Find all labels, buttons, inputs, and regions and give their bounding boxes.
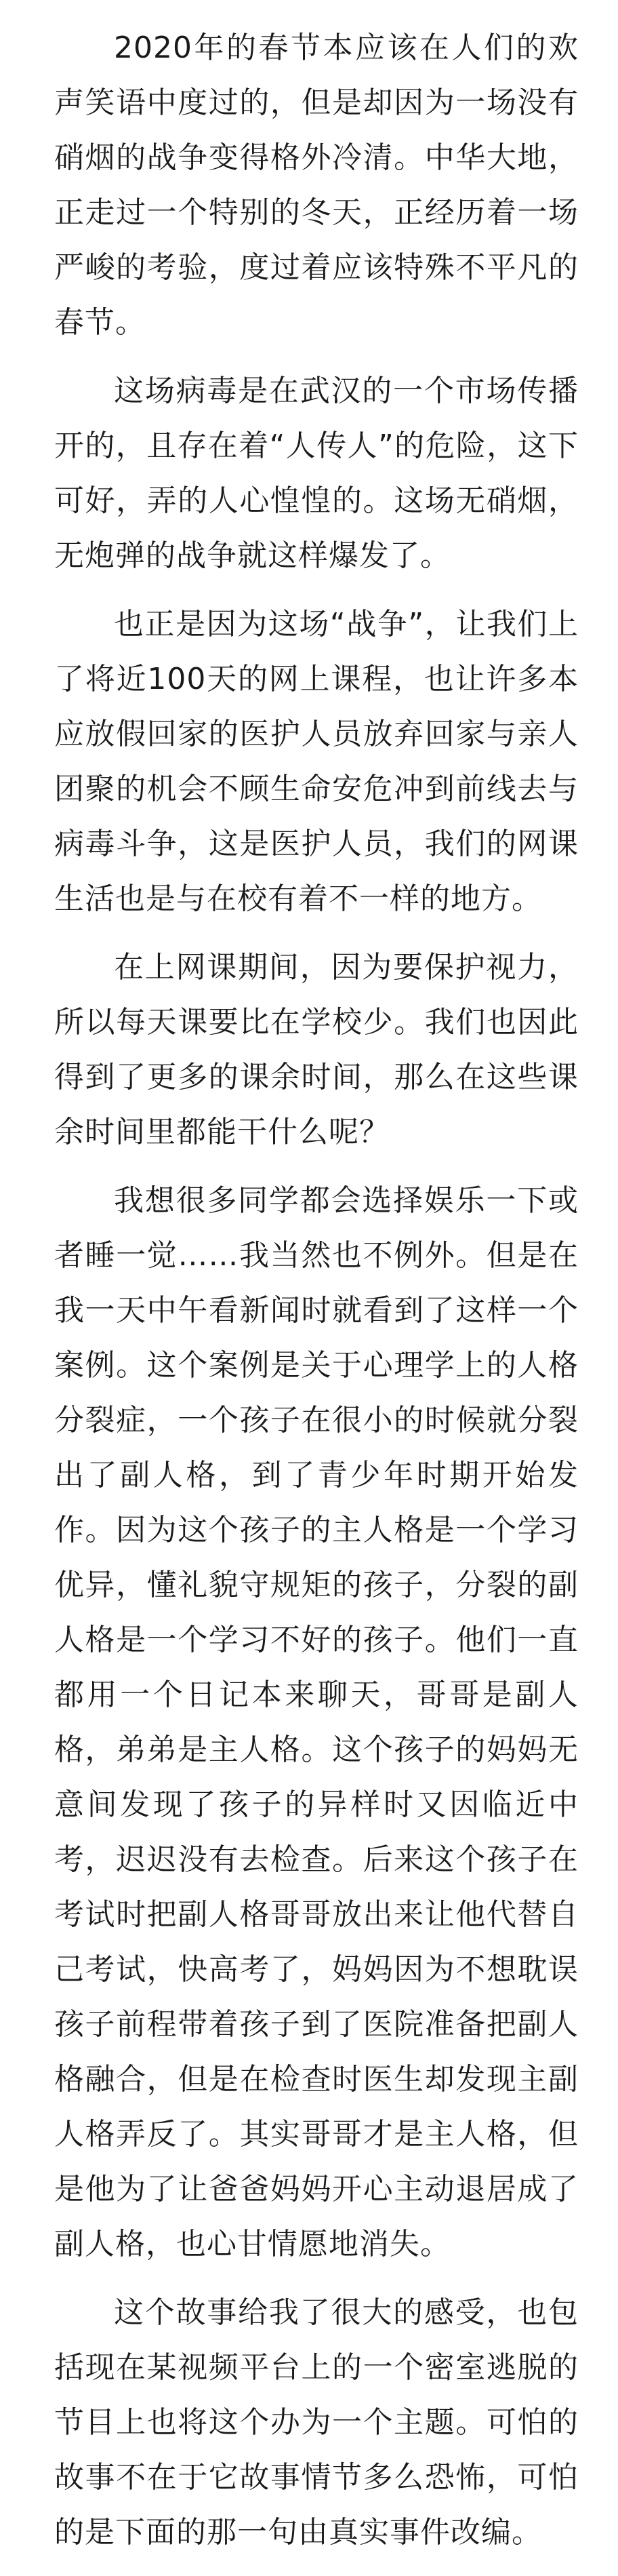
paragraph-5: 我想很多同学都会选择娱乐一下或者睡一觉……我当然也不例外。但是在我一天中午看新闻时就看到了这样一个案例。这个案例是关于心理学上的人格分裂症，一个孩子在很小的时候就分裂出了副人格，到了青少年时期开始发作。因为这个孩子的主人格是一个学习优异，懂礼貌守规矩的孩子，分裂的副人格是一个学习不好的孩子。他们一直都用一个日记本来聊天，哥哥是副人格，弟弟是主人格。这个孩子的妈妈无意间发现了孩子的异样时又因临近中考，迟迟没有去检查。后来这个孩子在考试时把副人格哥哥放出来让他代替自己考试，快高考了，妈妈因为不想耽误孩子前程带着孩子到了医院准备把副人格融合，但是在检查时医生却发现主副人格弄反了。其实哥哥才是主人格，但是他为了让爸爸妈妈开心主动退居成了副人格，也心甘情愿地消失。: [54, 1183, 579, 2261]
paragraph-2: 这场病毒是在武汉的一个市场传播开的，且存在着“人传人”的危险，这下可好，弄的人心惶惶的。这场无硝烟，无炮弹的战争就这样爆发了。: [54, 374, 579, 573]
paragraph-6: 这个故事给我了很大的感受，也包括现在某视频平台上的一个密室逃脱的节目上也将这个办为一个主题。可怕的故事不在于它故事情节多么恐怖，可怕的是下面的那一句由真实事件改编。: [54, 2295, 579, 2550]
paragraph-1: 2020年的春节本应该在人们的欢声笑语中度过的，但是却因为一场没有硝烟的战争变得格外冷清。中华大地，正走过一个特别的冬天，正经历着一场严峻的考验，度过着应该特殊不平凡的春节。: [54, 31, 579, 340]
paragraph-3: 也正是因为这场“战争”，让我们上了将近100天的网上课程，也让许多本应放假回家的医护人员放弃回家与亲人团聚的机会不顾生命安危冲到前线去与病毒斗争，这是医护人员，我们的网课生活也是与在校有着不一样的地方。: [54, 607, 579, 916]
paragraph-4: 在上网课期间，因为要保护视力，所以每天课要比在学校少。我们也因此得到了更多的课余时间，那么在这些课余时间里都能干什么呢？: [54, 950, 579, 1149]
